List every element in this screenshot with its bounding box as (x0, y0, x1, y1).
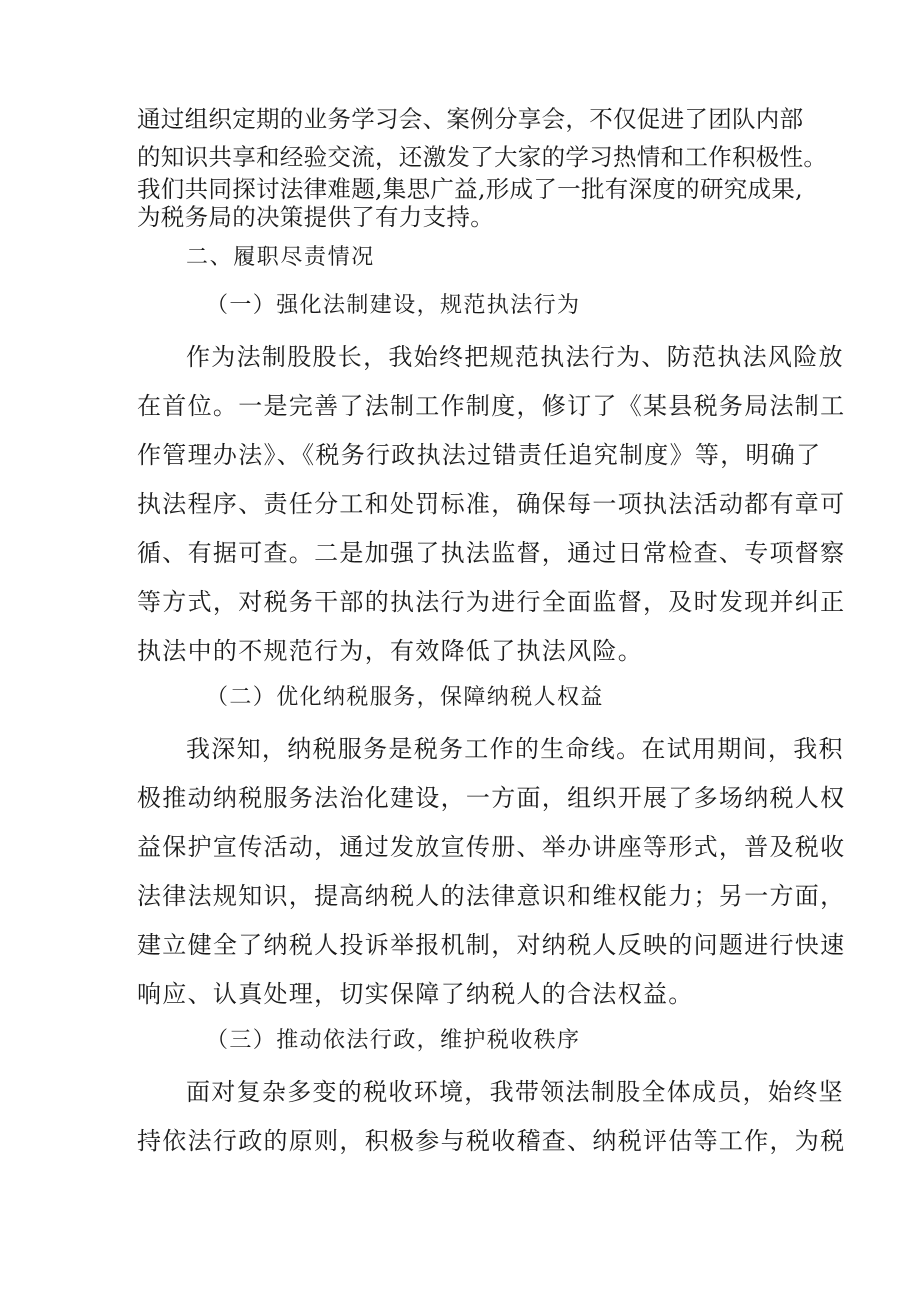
paragraph-line: 循、有据可查。二是加强了执法监督，通过日常检查、专项督察 (137, 539, 846, 567)
paragraph-line: 作为法制股股长，我始终把规范执法行为、防范执法风险放 (186, 343, 844, 371)
paragraph-line: 建立健全了纳税人投诉举报机制，对纳税人反映的问题进行快速 (137, 931, 846, 959)
paragraph-line: 面对复杂多变的税收环境，我带领法制股全体成员，始终坚 (186, 1078, 844, 1106)
paragraph-line: 极推动纳税服务法治化建设，一方面，组织开展了多场纳税人权 (137, 784, 846, 812)
subsection-heading: （一）强化法制建设，规范执法行为 (206, 293, 581, 318)
intro-line: 我们共同探讨法律难题,集思广益,形成了一批有深度的研究成果, (137, 175, 803, 203)
paragraph-line: 作管理办法》、《税务行政执法过错责任追究制度》等，明确了 (137, 441, 822, 469)
paragraph-line: 等方式，对税务干部的执法行为进行全面监督，及时发现并纠正 (137, 588, 846, 616)
paragraph-line: 持依法行政的原则，积极参与税收稽查、纳税评估等工作，为税 (137, 1127, 846, 1155)
paragraph-line: 益保护宣传活动，通过发放宣传册、举办讲座等形式，普及税收 (137, 833, 846, 861)
intro-line: 通过组织定期的业务学习会、案例分享会，不仅促进了团队内部 (137, 105, 804, 133)
subsection-heading: （二）优化纳税服务，保障纳税人权益 (206, 685, 604, 710)
paragraph-line: 响应、认真处理，切实保障了纳税人的合法权益。 (137, 980, 694, 1008)
paragraph-line: 在首位。一是完善了法制工作制度，修订了《某县税务局法制工 (137, 392, 846, 420)
paragraph-line: 法律法规知识，提高纳税人的法律意识和维权能力；另一方面， (137, 882, 846, 910)
paragraph-line: 执法程序、责任分工和处罚标准，确保每一项执法活动都有章可 (137, 490, 846, 518)
section-heading: 二、履职尽责情况 (186, 245, 375, 270)
intro-line: 为税务局的决策提供了有力支持。 (137, 203, 494, 231)
paragraph-line: 执法中的不规范行为，有效降低了执法风险。 (137, 637, 643, 665)
intro-line: 的知识共享和经验交流，还激发了大家的学习热情和工作积极性。 (137, 143, 828, 171)
subsection-heading: （三）推动依法行政，维护税收秩序 (206, 1028, 581, 1053)
paragraph-line: 我深知，纳税服务是税务工作的生命线。在试用期间，我积 (186, 735, 844, 763)
